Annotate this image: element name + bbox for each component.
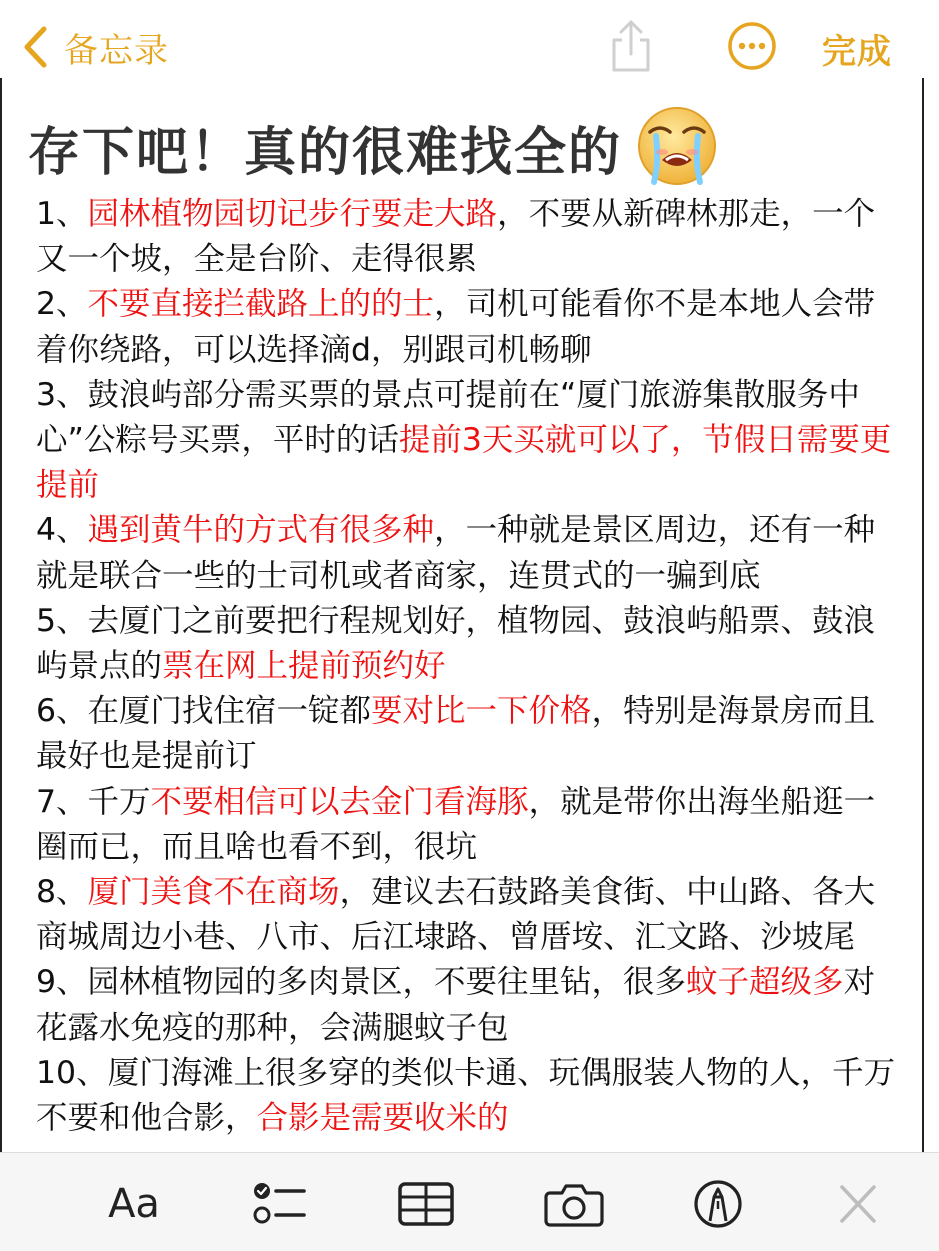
tip-text: 4、: [36, 512, 88, 549]
tip-item: [36, 870, 906, 960]
tip-highlight: 合影是需要收米的: [256, 1100, 509, 1137]
tip-item: [36, 599, 906, 689]
tip-highlight: 票在网上提前预约好: [162, 648, 446, 685]
tip-item: [36, 780, 906, 870]
tip-item: [36, 1051, 906, 1141]
tip-highlight: 厦门美食不在商场: [87, 874, 340, 911]
table-icon: [396, 1179, 456, 1229]
tip-text: 8、: [36, 874, 88, 911]
markup-pen-icon: [688, 1179, 748, 1229]
tip-item: [36, 373, 906, 509]
tip-text: 2、: [36, 286, 88, 323]
camera-icon: [544, 1179, 604, 1229]
format-text-icon: Aa: [108, 1181, 160, 1227]
tip-text: ，建议去石鼓路美食街、中山路、各大商城周边小巷、八市、后江埭路、曾厝垵、汇文路、沙坡尾: [36, 874, 876, 956]
left-edge-rule: [0, 78, 2, 1153]
bottom-toolbar: [0, 1152, 939, 1251]
tip-highlight: 不要直接拦截路上的的士: [87, 286, 435, 323]
close-icon: [828, 1179, 888, 1229]
format-button[interactable]: [104, 1179, 164, 1229]
tip-highlight: 蚊子超级多: [686, 964, 844, 1001]
more-button[interactable]: [726, 20, 778, 72]
right-edge-rule: [922, 78, 924, 1153]
tip-highlight: 遇到黄牛的方式有很多种: [87, 512, 435, 549]
tip-text: 对花露水免疫的那种，会满腿蚊子包: [36, 964, 876, 1046]
tip-text: 9、园林植物园的多肉景区，不要往里钻，很多: [36, 964, 687, 1001]
tip-text: ，不要从新碑林那走，一个又一个坡，全是台阶、走得很累: [36, 196, 876, 278]
back-button[interactable]: [22, 22, 169, 72]
table-button[interactable]: [396, 1179, 456, 1229]
more-icon: [726, 20, 778, 72]
tip-text: ，司机可能看你不是本地人会带着你绕路，可以选择滴d，别跟司机畅聊: [36, 286, 876, 368]
tip-highlight: 不要相信可以去金门看海豚: [150, 783, 529, 820]
checklist-icon: [250, 1179, 310, 1229]
share-button[interactable]: [608, 18, 654, 74]
checklist-button[interactable]: [250, 1179, 310, 1229]
tips-list: [36, 192, 906, 1141]
tip-text: 1、: [36, 196, 88, 232]
tip-text: 10、厦门海滩上很多穿的类似卡通、玩偶服装人物的人，千万不要和他合影，: [36, 1054, 896, 1137]
top-nav-bar: [0, 0, 939, 92]
markup-button[interactable]: [688, 1179, 748, 1229]
done-button[interactable]: 完成: [822, 32, 892, 72]
tip-highlight: 园林植物园切记步行要走大路: [87, 196, 498, 232]
note-title-text: 存下吧！真的很难找全的: [28, 122, 623, 183]
back-label: 备忘录: [64, 30, 169, 71]
crying-face-emoji: [632, 102, 722, 192]
tip-text: 3、鼓浪屿部分需买票的景点可提前在“厦门旅游集散服务中心”公粽号买票，平时的话: [36, 376, 860, 459]
camera-button[interactable]: [544, 1179, 604, 1229]
tip-text: 5、去厦门之前要把行程规划好，植物园、鼓浪屿船票、鼓浪屿景点的: [36, 602, 876, 685]
tip-item: [36, 282, 906, 372]
close-button[interactable]: [828, 1179, 888, 1229]
tip-text: 7、千万: [36, 783, 151, 820]
tip-text: ，一种就是景区周边，还有一种就是联合一些的士司机或者商家，连贯式的一骗到底: [36, 512, 876, 594]
tip-text: ，特别是海景房而且最好也是提前订: [36, 693, 876, 775]
tip-highlight: 要对比一下价格: [371, 693, 592, 730]
tip-highlight: 提前3天买就可以了，节假日需要更提前: [36, 422, 892, 504]
tip-item: [36, 508, 906, 598]
note-title: [28, 102, 722, 192]
tip-text: 6、在厦门找住宿一锭都: [36, 693, 372, 730]
tip-item: [36, 689, 906, 779]
tip-item: [36, 192, 906, 282]
share-icon: [608, 18, 654, 74]
tip-text: ，就是带你出海坐船逛一圈而已，而且啥也看不到，很坑: [36, 783, 876, 865]
chevron-left-icon: [22, 25, 48, 69]
tip-item: [36, 960, 906, 1050]
